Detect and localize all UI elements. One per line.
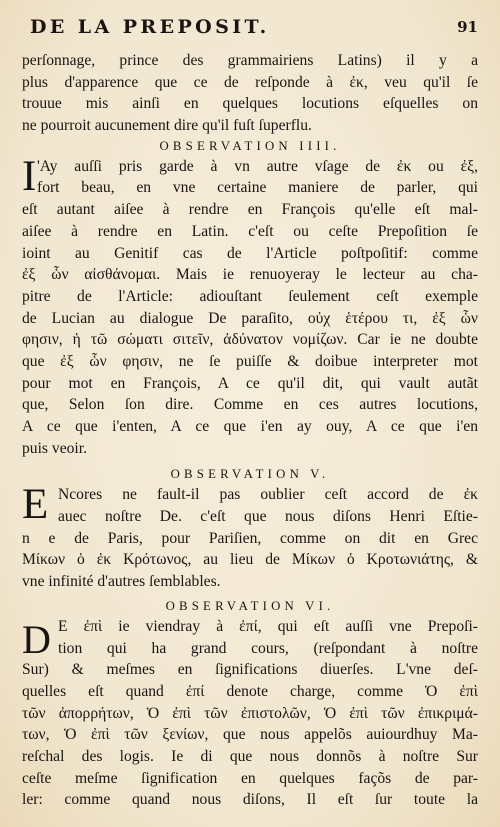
drop-cap: E	[22, 481, 49, 529]
text-line: ἐξ ὧν αἰσθάνομαι. Mais ie renuoyeray le lecteur au cha-	[22, 266, 478, 284]
text-line: fort beau, en vne certaine maniere de parler, qui	[37, 179, 478, 197]
text-line: E ἐπὶ ie viendray à ἐπί, qui eſt auſſi vne Prepoſi-	[58, 617, 478, 635]
text-line: pitre de l'Article: adiouſtant ſeulement ceſt exemple	[22, 287, 478, 305]
page-header	[30, 14, 478, 48]
text-line: eſt autant aiſee à rendre en François qu'elle eſt mal-	[22, 201, 478, 219]
text-line: 'Ay auſſi pris garde à vn autre vſage de ἐκ ou ἐξ,	[37, 157, 478, 175]
text-line: Ncores ne fault-il pas oublier ceſt accord de ἐκ	[58, 486, 478, 504]
text-line: quelles eſt quand ἐπί denote charge, comme Ὁ ἐπὶ	[22, 682, 478, 700]
text-line: A ce que i'enten, A ce que i'en ay ouy, A ce que i'en	[22, 418, 478, 435]
text-line: de Lucian au dialogue De paraſito, οὐχ ἑτέρου τι, ἐξ ὧν	[22, 309, 478, 327]
text-line: ler: comme quand nous diſons, Il eſt ſur toute la	[22, 791, 478, 809]
text-line: trouue mis ainſi en quelques locutions eſquelles on	[22, 95, 478, 113]
text-line: n e de Paris, pour Pariſien, comme on dit en Grec	[22, 529, 478, 547]
text-line: aiſee à rendre en Latin. c'eſt ou ceſte Prepoſition ſe	[22, 222, 478, 240]
text-line: vne infinité d'autres ſemblables.	[22, 573, 221, 591]
text-line: Μίκων ὁ ἐκ Κρότωνος, au lieu de Μίκων ὁ Κροτωνιάτης, &	[22, 551, 478, 569]
drop-cap: D	[22, 616, 51, 662]
text-line: plus d'apparence que ce de reſponde à ἐκ, veu qu'il ſe	[22, 73, 478, 91]
text-line: reſchal des logis. Ie di que nous donnõs à noſtre Sur	[22, 747, 478, 765]
text-line: perſonnage, prince des grammairiens Latins) il y a	[22, 52, 478, 69]
text-line: que ἐξ ὧν φησιν, ne ſe puiſſe & doibue interpreter mot	[22, 352, 478, 370]
body-text	[22, 50, 478, 811]
running-title: DE LA PREPOSIT.	[30, 16, 270, 38]
text-line: ceſte meſme ſignification en quelques façõs de par-	[22, 769, 478, 787]
section-heading-observation-5: OBSERVATION V.	[170, 467, 330, 482]
text-line: των, Ὁ ἐπὶ τῶν ξενίων, que nous appelõs auiourdhuy Ma-	[22, 726, 478, 744]
text-line: auec noſtre De. c'eſt que nous diſons Henri Eſtie-	[58, 508, 478, 526]
text-line: φησιν, ἡ τῶ σώματι σιτεῖν, ἀδύνατον νομίζων. Car ie ne doubte	[22, 331, 478, 349]
section-heading-observation-4: OBSERVATION IIII.	[159, 138, 341, 153]
text-line: τῶν ἀπορρήτων, Ὁ ἐπὶ τῶν ἐπιστολῶν, Ὁ ἐπὶ τῶν ἐπικριμά-	[22, 704, 478, 722]
text-line: ioint au Genitif cas de l'Article poſtpoſitif: comme	[22, 244, 478, 262]
text-line: puis veoir.	[22, 439, 87, 457]
text-line: tion qui ha grand cours, (reſpondant à noſtre	[58, 639, 478, 657]
observation-4-paragraph	[22, 152, 478, 460]
observation-5-paragraph	[22, 481, 478, 592]
page-number: 91	[457, 18, 478, 36]
section-heading-observation-6: OBSERVATION VI.	[165, 598, 335, 613]
text-line: que, Selon ſon dire. Comme en ces autres locutions,	[22, 396, 478, 414]
drop-cap: I	[22, 152, 37, 200]
text-line: Sur) & meſmes en ſignifications diuerſes. L'vne deſ-	[22, 661, 478, 679]
text-line: ne pourroit aucunement dire qu'il fuſt ſuperflu.	[22, 117, 312, 135]
text-line: pour mot en François, A ce qu'il dit, qui vault autãt	[22, 374, 478, 392]
observation-6-paragraph	[22, 616, 478, 811]
